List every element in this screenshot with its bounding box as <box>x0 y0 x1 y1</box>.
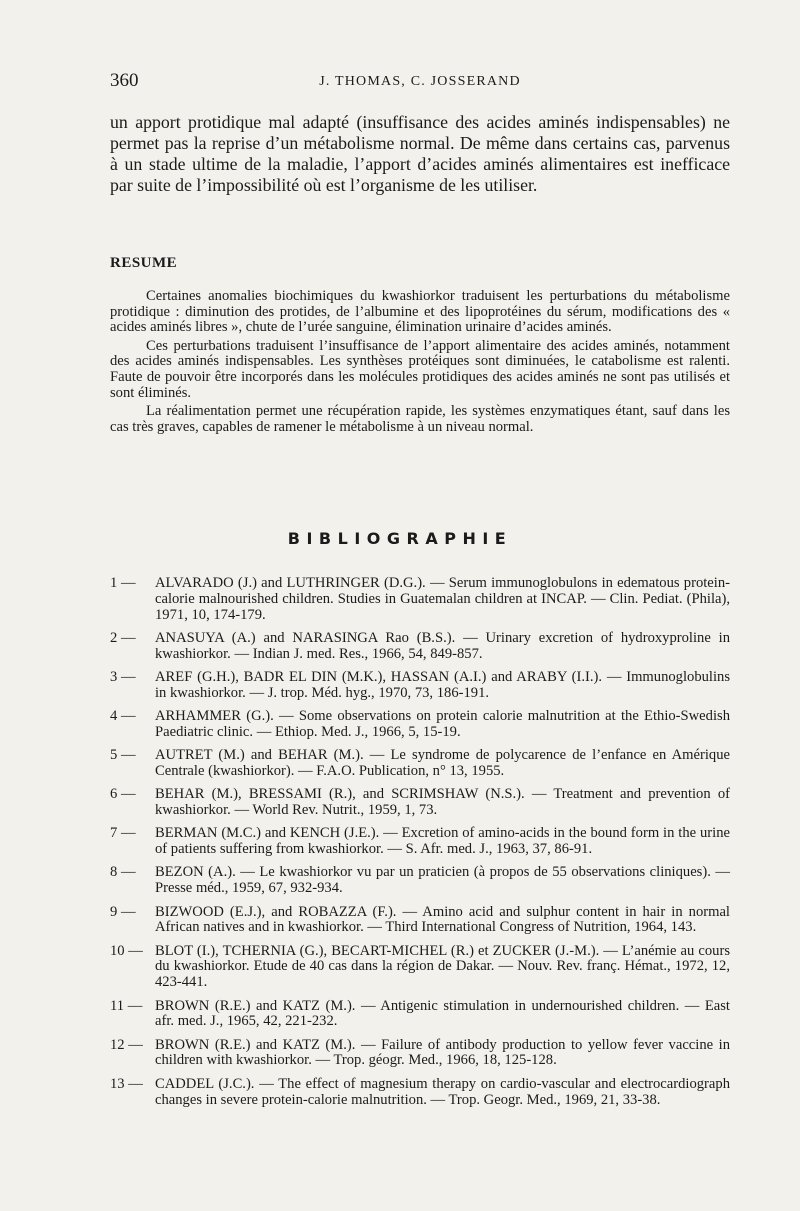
reference-number: 5 — <box>110 747 136 764</box>
page-header <box>110 70 730 94</box>
reference-item <box>110 999 730 1031</box>
reference-text: BROWN (R.E.) and KATZ (M.). — Antigenic stimulation in undernourished children. — East afr. med. J., 1965, 42, 221-232. <box>155 997 730 1030</box>
reference-item <box>110 709 730 741</box>
reference-item <box>110 576 730 623</box>
reference-text: ALVARADO (J.) and LUTHRINGER (D.G.). — Serum immunoglobulons in edematous protein-calorie malnourished children. Studies in Guatemalan children at INCAP. — Clin. Pediat. (Phila), 1971, 10, 174-179. <box>155 575 730 623</box>
reference-text: CADDEL (J.C.). — The effect of magnesium therapy on cardio-vascular and electrocardiograph changes in severe protein-calorie malnutrition. — Trop. Geogr. Med., 1969, 21, 33-38. <box>155 1075 730 1108</box>
reference-number: 2 — <box>110 629 136 646</box>
resume-title: RESUME <box>110 255 178 271</box>
reference-item <box>110 826 730 858</box>
reference-list <box>110 576 730 1116</box>
reference-text: BERMAN (M.C.) and KENCH (J.E.). — Excretion of amino-acids in the bound form in the urine of patients suffering from kwashiorkor. — S. Afr. med. J., 1963, 37, 86-91. <box>155 825 730 858</box>
reference-number: 7 — <box>110 825 136 842</box>
resume-paragraph-1: Certaines anomalies biochimiques du kwashiorkor traduisent les perturbations du métabolisme protidique : diminution des protides, de l’albumine et des lipoprotéines du sérum, modifications des « acides aminés libres », chute de l’urée sanguine, élimination urinaire d’acides aminés. <box>110 288 730 336</box>
reference-item <box>110 787 730 819</box>
reference-text: BROWN (R.E.) and KATZ (M.). — Failure of antibody production to yellow fever vaccine in children with kwashiorkor. — Trop. géogr. Med., 1966, 18, 125-128. <box>155 1036 730 1069</box>
reference-item <box>110 1038 730 1070</box>
reference-item <box>110 670 730 702</box>
resume-paragraph-2: Ces perturbations traduisent l’insuffisance de l’apport alimentaire des acides aminés, notamment des acides aminés indispensables. Les synthèses protéiques sont diminuées, le catabolisme est ralenti. Faute de pouvoir être incorporés dans les molécules protidiques des acides aminés ne sont pas utilisés et sont éliminés. <box>110 337 730 401</box>
bibliography-title: BIBLIOGRAPHIE <box>287 529 513 548</box>
reference-text: BEHAR (M.), BRESSAMI (R.), and SCRIMSHAW (N.S.). — Treatment and prevention of kwashiorkor. — World Rev. Nutrit., 1959, 1, 73. <box>155 786 730 819</box>
reference-number: 8 — <box>110 864 136 881</box>
reference-number: 1 — <box>110 575 136 591</box>
reference-text: ANASUYA (A.) and NARASINGA Rao (B.S.). — Urinary excretion of hydroxyproline in kwashiorkor. — Indian J. med. Res., 1966, 54, 849-857. <box>155 629 730 662</box>
reference-text: BEZON (A.). — Le kwashiorkor vu par un praticien (à propos de 55 observations cliniques). — Presse méd., 1959, 67, 932-934. <box>155 864 730 897</box>
reference-item <box>110 748 730 780</box>
reference-item <box>110 944 730 991</box>
resume-paragraph-3: La réalimentation permet une récupération rapide, les systèmes enzymatiques étant, sauf dans les cas très graves, capables de ramener le métabolisme à un niveau normal. <box>110 403 730 435</box>
page-number: 360 <box>110 70 139 91</box>
reference-number: 9 — <box>110 903 136 920</box>
reference-text: BLOT (I.), TCHERNIA (G.), BECART-MICHEL (R.) et ZUCKER (J.-M.). — L’anémie au cours du kwashiorkor. Etude de 40 cas dans la région de Dakar. — Nouv. Rev. franç. Hémat., 1972, 12, 423-441. <box>155 942 730 991</box>
intro-paragraph: un apport protidique mal adapté (insuffisance des acides aminés indispensables) ne permet pas la reprise d’un métabolisme normal. De même dans certains cas, parvenus à un stade ultime de la maladie, l’apport d’acides aminés alimentaires est inefficace par suite de l’impossibilité où est l’organisme de les utiliser. <box>110 112 730 195</box>
reference-number: 4 — <box>110 708 136 725</box>
reference-item <box>110 865 730 897</box>
resume-section <box>110 289 730 438</box>
reference-item <box>110 631 730 663</box>
reference-item <box>110 905 730 937</box>
reference-number: 3 — <box>110 668 136 685</box>
reference-number: 13 — <box>110 1075 143 1092</box>
reference-number: 6 — <box>110 786 136 803</box>
reference-text: ARHAMMER (G.). — Some observations on protein calorie malnutrition at the Ethio-Swedish Paediatric clinic. — Ethiop. Med. J., 1966, 5, 15-19. <box>155 708 730 740</box>
reference-number: 12 — <box>110 1036 143 1053</box>
reference-item <box>110 1077 730 1109</box>
reference-number: 11 — <box>110 997 143 1014</box>
reference-text: BIZWOOD (E.J.), and ROBAZZA (F.). — Amino acid and sulphur content in hair in normal African natives and in kwashiorkor. — Third International Congress of Nutrition, 1964, 143. <box>155 903 730 936</box>
reference-text: AREF (G.H.), BADR EL DIN (M.K.), HASSAN (A.I.) and ARABY (I.I.). — Immunoglobulins in kwashiorkor. — J. trop. Méd. hyg., 1970, 73, 186-191. <box>155 668 730 701</box>
running-head: J. THOMAS, C. JOSSERAND <box>319 74 521 89</box>
reference-number: 10 — <box>110 942 143 959</box>
reference-text: AUTRET (M.) and BEHAR (M.). — Le syndrome de polycarence de l’enfance en Amérique Centrale (kwashiorkor). — F.A.O. Publication, n° 13, 1955. <box>155 747 730 779</box>
